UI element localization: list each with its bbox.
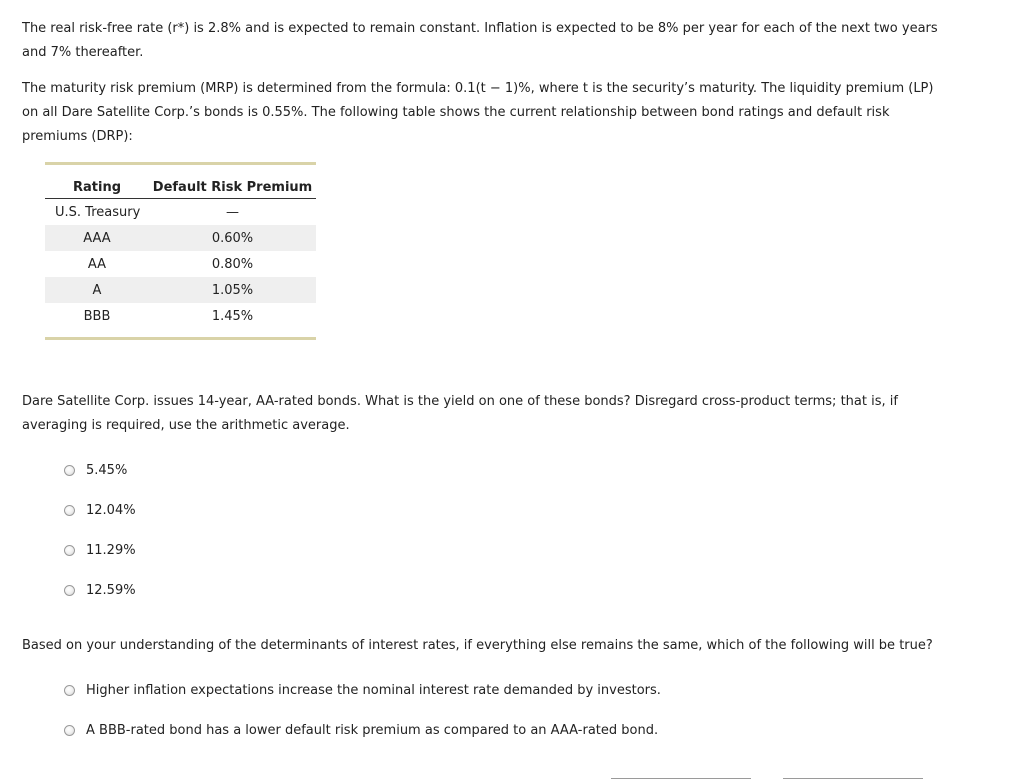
option-label: A BBB-rated bond has a lower default risk premium as compared to an AAA-rated bond. — [86, 722, 659, 738]
radio-button-icon[interactable] — [64, 585, 75, 596]
table-row — [45, 251, 316, 277]
rating-cell: A — [45, 277, 149, 303]
table-spacer — [45, 329, 316, 339]
q1-option-4[interactable] — [64, 582, 136, 598]
default-risk-premium-table — [45, 162, 316, 340]
table-row — [45, 303, 316, 329]
radio-button-icon[interactable] — [64, 465, 75, 476]
rating-cell: AA — [87, 256, 107, 272]
radio-button-icon[interactable] — [64, 545, 75, 556]
table-row — [45, 225, 316, 251]
action-button-edge[interactable] — [783, 778, 923, 782]
radio-button-icon[interactable] — [64, 685, 75, 696]
rating-cell: AAA — [45, 225, 149, 251]
radio-button-icon[interactable] — [64, 725, 75, 736]
q2-option-1[interactable] — [64, 682, 661, 698]
premium-header: Default Risk Premium — [149, 164, 316, 199]
radio-button-icon[interactable] — [64, 505, 75, 516]
table-row — [45, 199, 316, 226]
table-row — [45, 277, 316, 303]
premium-cell: — — [226, 204, 239, 220]
premium-cell: 1.45% — [211, 308, 254, 324]
question-2-text: Based on your understanding of the determinants of interest rates, if everything else remains the same, which of the following will be true? — [22, 638, 933, 653]
option-label: Higher inflation expectations increase the nominal interest rate demanded by investors. — [86, 682, 661, 698]
q1-option-3[interactable] — [64, 542, 136, 558]
option-label: 12.04% — [86, 502, 136, 518]
option-label: 12.59% — [86, 582, 136, 598]
intro-paragraph: The real risk-free rate (r*) is 2.8% and is expected to remain constant. Inflation is expected to be 8% per year for each of the next two years and 7% thereafter. — [22, 21, 938, 60]
premium-paragraph: The maturity risk premium (MRP) is determined from the formula: 0.1(t − 1)%, where t is the security’s maturity. The liquidity premium (LP) on all Dare Satellite Corp.’s bonds is 0.55%. The following table shows the current relationship between bond ratings and default risk premiums (DRP): — [22, 81, 934, 144]
rating-cell: U.S. Treasury — [55, 204, 141, 220]
option-label: 11.29% — [86, 542, 136, 558]
rating-cell: BBB — [83, 308, 111, 324]
rating-header: Rating — [45, 164, 149, 199]
premium-cell: 1.05% — [149, 277, 316, 303]
q1-option-2[interactable] — [64, 502, 136, 518]
action-button-edge[interactable] — [611, 778, 751, 782]
option-label: 5.45% — [86, 462, 128, 478]
premium-cell: 0.60% — [149, 225, 316, 251]
q2-option-2[interactable] — [64, 722, 658, 738]
q1-option-1[interactable] — [64, 462, 127, 478]
question-1-text: Dare Satellite Corp. issues 14-year, AA-rated bonds. What is the yield on one of these bonds? Disregard cross-product terms; that is, if averaging is required, use the arithmetic average. — [22, 394, 898, 433]
premium-cell: 0.80% — [211, 256, 254, 272]
